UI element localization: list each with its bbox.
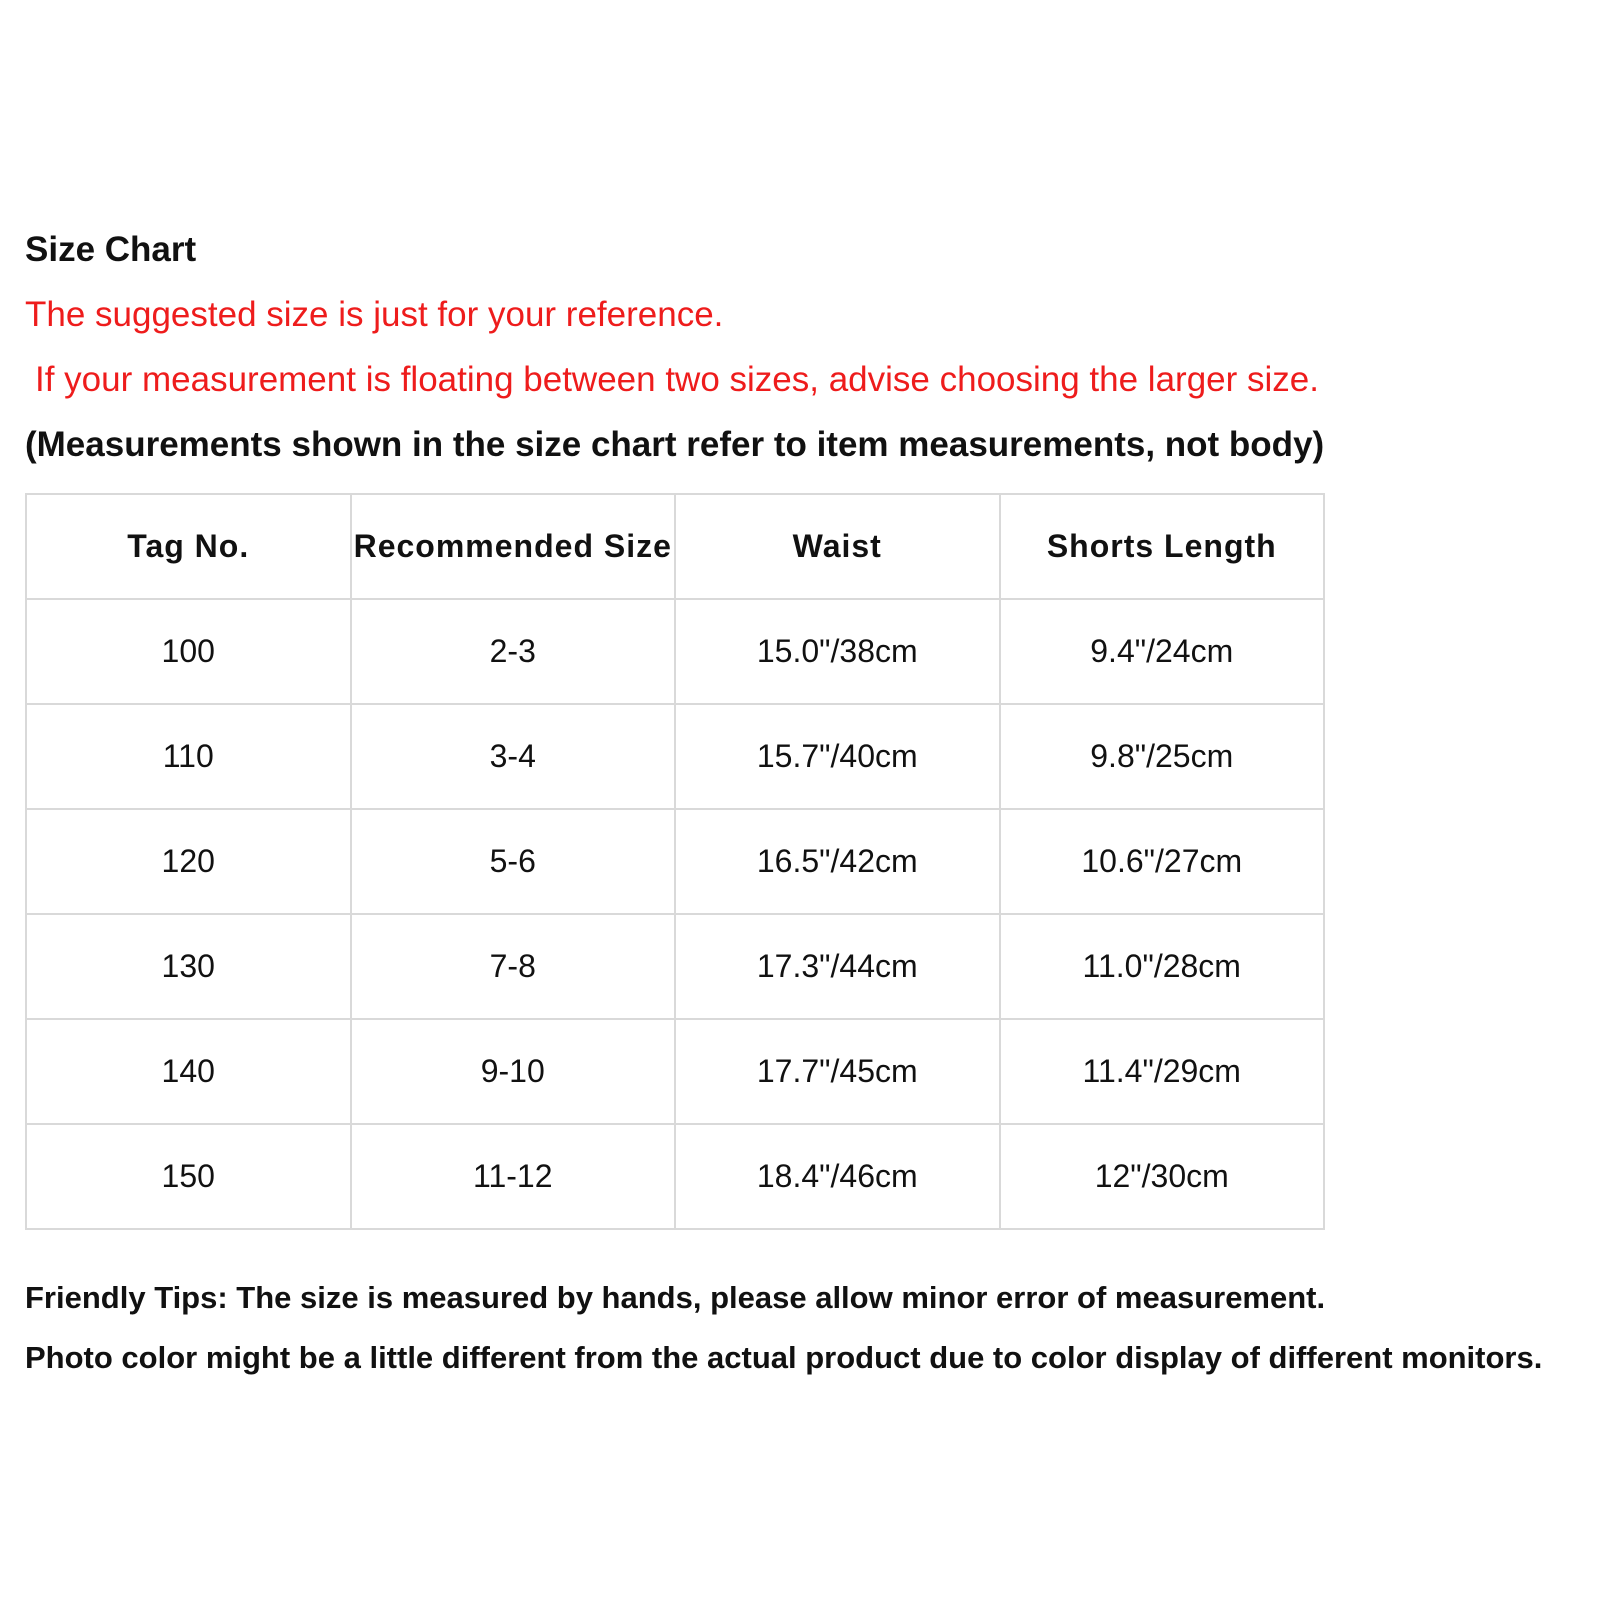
page-title: Size Chart	[25, 230, 197, 269]
reference-note: The suggested size is just for your reference.	[25, 295, 724, 334]
cell-shorts-length: 9.4"/24cm	[1000, 599, 1325, 704]
friendly-tips-text: Friendly Tips: The size is measured by hands, please allow minor error of measurement.	[25, 1280, 1326, 1315]
cell-tag-no: 130	[26, 914, 351, 1019]
header-tag-no: Tag No.	[26, 494, 351, 599]
cell-tag-no: 140	[26, 1019, 351, 1124]
cell-waist: 17.7"/45cm	[675, 1019, 1000, 1124]
cell-shorts-length: 11.0"/28cm	[1000, 914, 1325, 1019]
size-chart-table	[25, 493, 1325, 1230]
sizing-advice-note: If your measurement is floating between two sizes, advise choosing the larger size.	[35, 360, 1319, 399]
cell-tag-no: 100	[26, 599, 351, 704]
cell-recommended-size: 3-4	[351, 704, 676, 809]
table-row	[26, 914, 1324, 1019]
table-row	[26, 809, 1324, 914]
photo-color-note: Photo color might be a little different from the actual product due to color display of different monitors.	[25, 1340, 1543, 1375]
table-row	[26, 1019, 1324, 1124]
cell-recommended-size: 5-6	[351, 809, 676, 914]
cell-tag-no: 110	[26, 704, 351, 809]
header-recommended-size: Recommended Size	[351, 494, 676, 599]
cell-tag-no: 150	[26, 1124, 351, 1229]
cell-waist: 16.5"/42cm	[675, 809, 1000, 914]
header-waist: Waist	[675, 494, 1000, 599]
cell-shorts-length: 12"/30cm	[1000, 1124, 1325, 1229]
header-shorts-length: Shorts Length	[1000, 494, 1325, 599]
cell-recommended-size: 11-12	[351, 1124, 676, 1229]
cell-recommended-size: 7-8	[351, 914, 676, 1019]
table-header-row	[26, 494, 1324, 599]
table-row	[26, 599, 1324, 704]
cell-shorts-length: 10.6"/27cm	[1000, 809, 1325, 914]
table-row	[26, 704, 1324, 809]
cell-recommended-size: 2-3	[351, 599, 676, 704]
cell-waist: 17.3"/44cm	[675, 914, 1000, 1019]
measurement-disclaimer: (Measurements shown in the size chart refer to item measurements, not body)	[25, 425, 1325, 464]
cell-waist: 18.4"/46cm	[675, 1124, 1000, 1229]
cell-shorts-length: 11.4"/29cm	[1000, 1019, 1325, 1124]
cell-shorts-length: 9.8"/25cm	[1000, 704, 1325, 809]
cell-recommended-size: 9-10	[351, 1019, 676, 1124]
cell-tag-no: 120	[26, 809, 351, 914]
cell-waist: 15.7"/40cm	[675, 704, 1000, 809]
cell-waist: 15.0"/38cm	[675, 599, 1000, 704]
table-row	[26, 1124, 1324, 1229]
